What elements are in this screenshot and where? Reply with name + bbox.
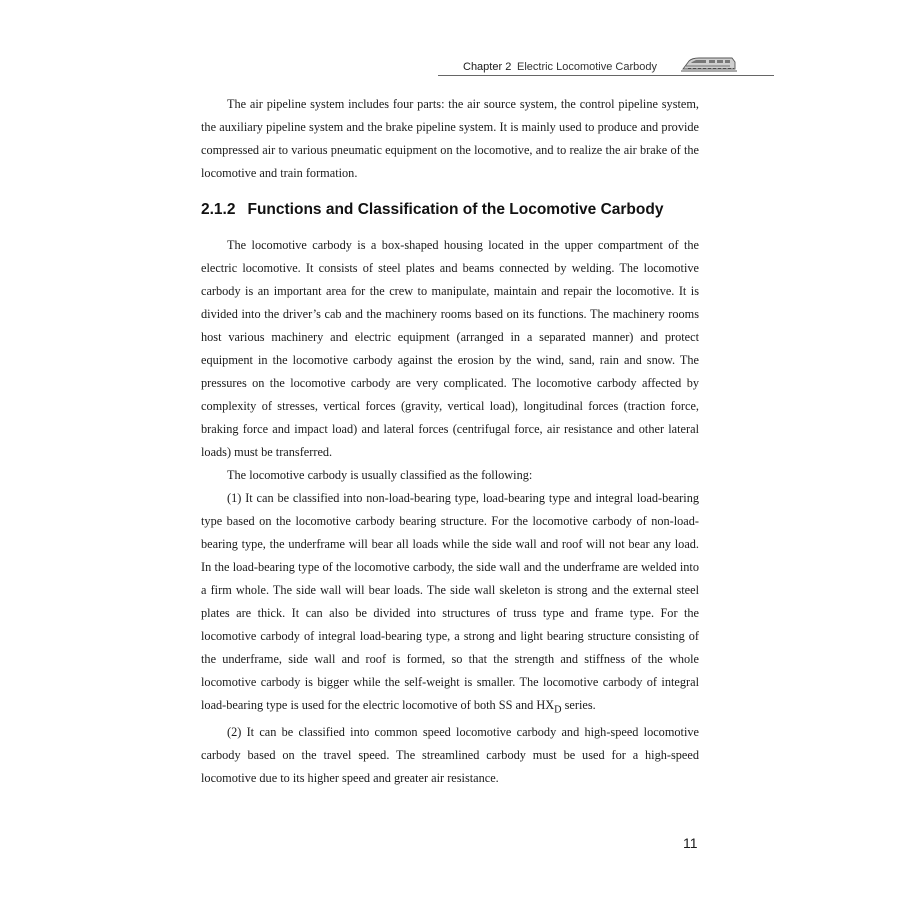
paragraph-item-2: (2) It can be classified into common speed locomotive carbody and high-speed locomotive carbody based on the travel speed. The streamlined carbody must be used for a high-speed locomotive due to its higher speed and greater air resistance. bbox=[201, 725, 699, 786]
section-body bbox=[201, 234, 699, 790]
item-1-end: series. bbox=[564, 698, 596, 712]
item-1-text: (1) It can be classified into non-load-bearing type, load-bearing type and integral load-bearing type based on the locomotive carbody bearing structure. For the locomotive carbody of non-load-bearing type, the underframe will bear all loads while the side wall and roof will not bear any load. In the load-bearing type of the locomotive carbody, the side wall and the underframe are welded into a firm whole. The side wall will bear loads. The side wall skeleton is strong and the external steel plates are thick. It can also be divided into structures of truss type and frame type. For the locomotive carbody of integral load-bearing type, a strong and light bearing structure consisting of the underframe, side wall and roof is formed, so that the strength and stiffness of the whole locomotive carbody is bigger while the self-weight is smaller. The locomotive carbody of integral load-bearing type is used for the electric locomotive of both SS and bbox=[201, 491, 699, 712]
header-chapter: Chapter 2 bbox=[463, 61, 512, 73]
paragraph-item-1 bbox=[201, 487, 699, 721]
intro-paragraph: The air pipeline system includes four parts: the air source system, the control pipeline system, the auxiliary pipeline system and the brake pipeline system. It is mainly used to produce and provide compressed air to various pneumatic equipment on the locomotive, and to realize the air brake of the locomotive and train formation. bbox=[201, 97, 699, 180]
paragraph-classification-intro: The locomotive carbody is usually classified as the following: bbox=[227, 468, 533, 482]
item-1-hx-subscript: D bbox=[554, 704, 562, 716]
section-heading bbox=[201, 201, 721, 219]
train-icon bbox=[680, 55, 738, 73]
header-chapter-title: Electric Locomotive Carbody bbox=[517, 61, 658, 73]
section-number: 2.1.2 bbox=[201, 201, 236, 218]
paragraph-carbody-description: The locomotive carbody is a box-shaped housing located in the upper compartment of the electric locomotive. It consists of steel plates and beams connected by welding. The locomotive carbody is an important area for the crew to manipulate, maintain and repair the locomotive. It is divided into the driver’s cab and the machinery rooms based on its functions. The machinery rooms host various machinery and electric equipment (arranged in a separated manner) and protect equipment in the locomotive carbody against the erosion by the wind, sand, rain and snow. The pressures on the locomotive carbody are very complicated. The locomotive carbody affected by complexity of stresses, vertical forces (gravity, vertical load), longitudinal forces (traction force, braking force and impact load) and lateral forces (centrifugal force, air resistance and other lateral loads) must be transferred. bbox=[201, 238, 699, 459]
item-1-hx: HX bbox=[536, 698, 555, 712]
page-number: 11 bbox=[683, 835, 698, 851]
intro-block bbox=[201, 93, 699, 185]
running-header bbox=[438, 55, 774, 76]
section-title: Functions and Classification of the Locomotive Carbody bbox=[247, 201, 664, 218]
